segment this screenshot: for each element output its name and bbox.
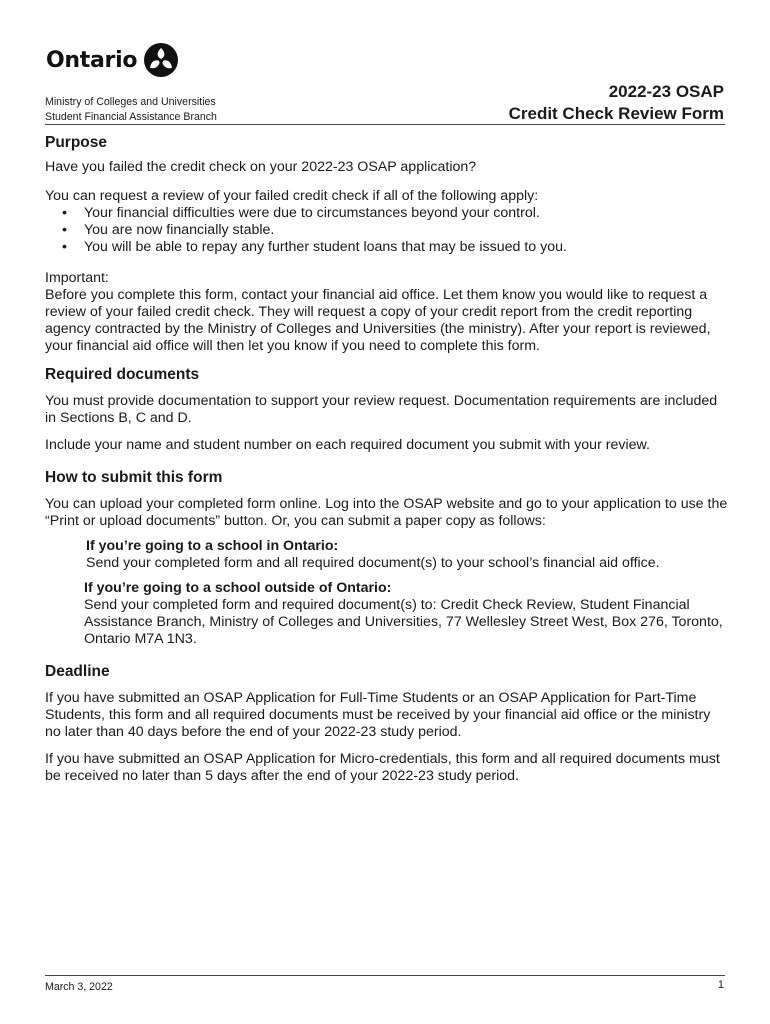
outside-ontario-text: Send your completed form and required document(s) to: Credit Check Review, Student Financial Assistance Branch, Ministry of Colleges and Universities, 77 Wellesley Street West, Box 276, Toronto, Ontario M7A 1N3. <box>84 597 723 647</box>
list-item: • Your financial difficulties were due to circumstances beyond your control. <box>62 205 540 221</box>
how-to-submit-section <box>45 468 730 648</box>
logo-wordmark: Ontario <box>46 47 138 73</box>
footer-date: March 3, 2022 <box>45 981 113 993</box>
ontario-logo <box>46 42 179 78</box>
required-documents-note: Include your name and student number on each required document you submit with your review. <box>45 437 650 453</box>
required-documents-para: You must provide documentation to support your review request. Documentation requirements are included in Sections B, C and D. <box>45 393 718 426</box>
branch-name: Student Financial Assistance Branch <box>45 111 217 123</box>
footer-divider <box>45 975 725 976</box>
ontario-school-heading: If you’re going to a school in Ontario: <box>86 538 339 554</box>
deadline-heading: Deadline <box>45 663 110 680</box>
deadline-section <box>45 662 730 785</box>
submit-intro: You can upload your completed form online. Log into the OSAP website and go to your application to use the “Print or upload documents” button. Or, you can submit a paper copy as follows: <box>45 496 728 529</box>
header-divider <box>45 124 725 125</box>
outside-ontario-heading: If you’re going to a school outside of Ontario: <box>84 580 392 596</box>
deadline-para-fulltime: If you have submitted an OSAP Application for Full-Time Students or an OSAP Application for Part-Time Students, this form and all required documents must be received by your financial aid office or the ministry no later than 40 days before the end of your 2022-23 study period. <box>45 690 711 740</box>
trillium-icon <box>143 42 179 78</box>
ministry-name: Ministry of Colleges and Universities <box>45 96 216 108</box>
required-documents-section <box>45 365 730 454</box>
outside-ontario-block <box>45 580 730 648</box>
form-title <box>509 81 724 125</box>
how-to-submit-heading: How to submit this form <box>45 469 223 486</box>
bullet-icon: • <box>62 239 67 255</box>
ontario-school-text: Send your completed form and all required document(s) to your school’s financial aid office. <box>86 555 660 571</box>
deadline-para-microcredentials: If you have submitted an OSAP Application for Micro-credentials, this form and all required documents must be received no later than 5 days after the end of your 2022-23 study period. <box>45 751 720 784</box>
list-item: • You are now financially stable. <box>62 222 275 238</box>
required-documents-heading: Required documents <box>45 366 200 383</box>
important-label: Important: <box>45 270 109 286</box>
ontario-school-block <box>45 538 730 572</box>
purpose-heading: Purpose <box>45 134 108 151</box>
bullet-icon: • <box>62 222 67 238</box>
purpose-question: Have you failed the credit check on your 2022-23 OSAP application? <box>45 159 477 175</box>
list-item: • You will be able to repay any further student loans that may be issued to you. <box>62 239 567 255</box>
bullet-icon: • <box>62 205 67 221</box>
purpose-intro: You can request a review of your failed credit check if all of the following apply: <box>45 188 539 204</box>
ministry-block <box>45 95 217 125</box>
page-number: 1 <box>717 979 724 991</box>
purpose-section <box>45 133 730 355</box>
form-title-name: Credit Check Review Form <box>508 104 724 123</box>
criteria-list <box>45 205 730 256</box>
form-content <box>45 133 730 785</box>
form-title-year: 2022-23 OSAP <box>608 82 724 101</box>
important-text: Before you complete this form, contact your financial aid office. Let them know you would like to request a review of your failed credit check. They will request a copy of your credit report from the credit reporting agency contracted by the Ministry of Colleges and Universities (the ministry). After your report is reviewed, your financial aid office will then let you know if you need to complete this form. <box>45 287 711 354</box>
